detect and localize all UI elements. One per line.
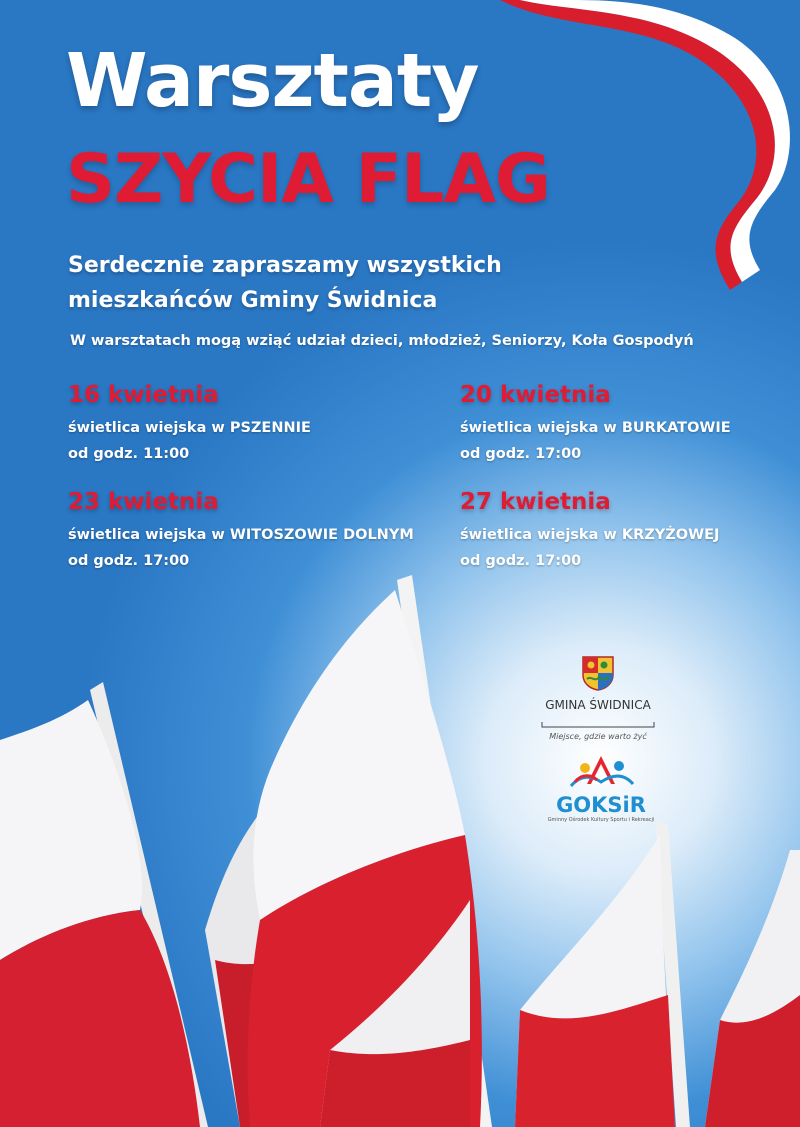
flag-icon xyxy=(0,682,208,1127)
event-date: 20 kwietnia xyxy=(460,382,611,408)
event-time: od godz. 11:00 xyxy=(68,446,190,462)
gmina-logo xyxy=(532,655,664,742)
event-date: 16 kwietnia xyxy=(68,382,219,408)
gmina-motto: Miejsce, gdzie warto żyć xyxy=(549,732,647,741)
event-place: świetlica wiejska w WITOSZOWIE DOLNYM xyxy=(68,527,414,543)
event-item xyxy=(460,380,731,467)
event-place: świetlica wiejska w PSZENNIE xyxy=(68,420,311,436)
title-flag-sewing: SZYCIA FLAG xyxy=(66,140,550,219)
coat-of-arms-icon xyxy=(581,655,615,691)
gmina-underline xyxy=(538,722,658,728)
participants-text: W warsztatach mogą wziąć udział dzieci, młodzież, Seniorzy, Koła Gospodyń xyxy=(70,333,694,349)
goksir-name: GOKSiR xyxy=(556,793,646,817)
event-item xyxy=(68,380,311,467)
event-time: od godz. 17:00 xyxy=(460,446,582,462)
event-place: świetlica wiejska w KRZYŻOWEJ xyxy=(460,527,720,543)
flag-icon xyxy=(515,820,800,1127)
event-item xyxy=(460,487,719,574)
event-place: świetlica wiejska w BURKATOWIE xyxy=(460,420,731,436)
event-time: od godz. 17:00 xyxy=(68,553,190,569)
title-workshops: Warsztaty xyxy=(66,38,479,124)
event-time: od godz. 17:00 xyxy=(460,553,582,569)
event-date: 23 kwietnia xyxy=(68,489,219,515)
event-date: 27 kwietnia xyxy=(460,489,611,515)
gmina-name: GMINA ŚWIDNICA xyxy=(545,698,651,712)
goksir-logo xyxy=(546,752,656,824)
invitation-text xyxy=(68,248,502,318)
invitation-line-1: Serdecznie zapraszamy wszystkich xyxy=(68,253,502,278)
goksir-logo-icon xyxy=(561,752,641,792)
invitation-line-2: mieszkańców Gminy Świdnica xyxy=(68,288,438,313)
goksir-full-name: Gminny Ośrodek Kultury Sportu i Rekreacji xyxy=(547,817,655,823)
event-item xyxy=(68,487,414,574)
